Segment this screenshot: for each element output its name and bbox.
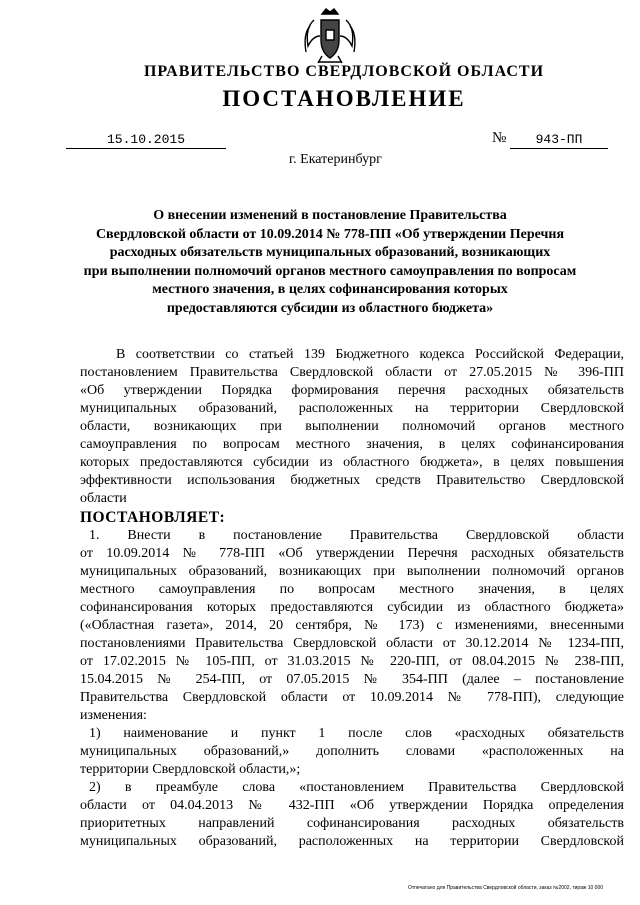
- coat-of-arms-emblem: [300, 6, 360, 66]
- body-line: от 17.02.2015 № 105-ПП, от 31.03.2015 № 220-ПП, от 08.04.2015 № 238-ПП,: [80, 654, 624, 669]
- document-date: 15.10.2015: [66, 132, 226, 149]
- body-line: 2) в преамбуле слова «постановлением Правительства Свердловской: [89, 780, 624, 795]
- body-line: муниципальных образований, расположенных на территории Свердловской: [80, 834, 624, 849]
- body-line: постановлением Правительства Свердловской области от 27.05.2015 № 396-ПП: [80, 365, 624, 380]
- body-line: области, возникающих при выполнении полномочий органов местного: [80, 419, 624, 434]
- body-line: от 10.09.2014 № 778-ПП «Об утверждении Перечня расходных обязательств: [80, 546, 624, 561]
- body-line: софинансирования которых предоставляются субсидии из областного бюджета»: [80, 600, 624, 615]
- document-number: 943-ПП: [510, 132, 608, 149]
- document-body: [80, 346, 624, 851]
- body-line: муниципальных образований, расположенных на территории Свердловской: [80, 401, 624, 416]
- title-line: при выполнении полномочий органов местного самоуправления по вопросам: [83, 263, 577, 279]
- city: г. Екатеринбург: [289, 152, 382, 167]
- body-line: области: [80, 491, 127, 506]
- title-line: О внесении изменений в постановление Правительства: [153, 208, 507, 223]
- body-line: эффективности использования бюджетных средств Правительство Свердловской: [80, 473, 624, 488]
- body-line: области от 04.04.2013 № 432-ПП «Об утверждении Порядка определения: [80, 798, 624, 813]
- body-line: 15.04.2015 № 254-ПП, от 07.05.2015 № 354-ПП (далее – постановление: [80, 672, 624, 687]
- resolves-heading: ПОСТАНОВЛЯЕТ:: [80, 509, 226, 526]
- number-sign: №: [492, 130, 507, 146]
- body-line: («Областная газета», 2014, 20 сентября, № 173) с изменениями, внесенными: [80, 618, 624, 633]
- title-line: Свердловской области от 10.09.2014 № 778-ПП «Об утверждении Перечня: [95, 226, 565, 242]
- body-line: изменения:: [80, 708, 147, 723]
- body-line: «Об утверждении Порядка формирования перечня расходных обязательств: [80, 383, 624, 398]
- body-line: В соответствии со статьей 139 Бюджетного кодекса Российской Федерации,: [116, 347, 624, 362]
- body-line: муниципальных образований,» дополнить словами «расположенных на: [80, 744, 624, 759]
- organization-name: ПРАВИТЕЛЬСТВО СВЕРДЛОВСКОЙ ОБЛАСТИ: [143, 63, 545, 80]
- document-kind: ПОСТАНОВЛЕНИЕ: [222, 86, 466, 111]
- body-line: самоуправления по вопросам местного значения, в целях софинансирования: [80, 437, 624, 452]
- title-line: предоставляются субсидии из областного бюджета»: [166, 300, 494, 316]
- body-line: муниципальных образований, возникающих при выполнении полномочий органов: [80, 564, 624, 579]
- body-line: 1. Внести в постановление Правительства Свердловской области: [89, 528, 624, 543]
- title-line: расходных обязательств муниципальных образований, возникающих: [109, 245, 551, 261]
- body-line: постановлениями Правительства Свердловской области от 30.12.2014 № 1234-ПП,: [80, 636, 624, 651]
- title-line: местного значения, в целях софинансирования которых: [152, 282, 508, 298]
- body-line: приоритетных направлений софинансирования расходных обязательств: [80, 816, 624, 831]
- body-line: Правительства Свердловской области от 10.09.2014 № 778-ПП), следующие: [80, 690, 624, 705]
- body-line: территории Свердловской области,»;: [80, 762, 301, 777]
- document-title: [70, 207, 590, 319]
- body-line: 1) наименование и пункт 1 после слов «расходных обязательств: [89, 726, 624, 741]
- body-line: которых предоставляются субсидии из областного бюджета», в целях повышения: [80, 455, 624, 470]
- print-footer: Отпечатано для Правительства Свердловской области, заказ №2002, тираж 10 000: [408, 885, 604, 891]
- body-line: местного самоуправления по вопросам местного значения, в целях: [80, 582, 624, 597]
